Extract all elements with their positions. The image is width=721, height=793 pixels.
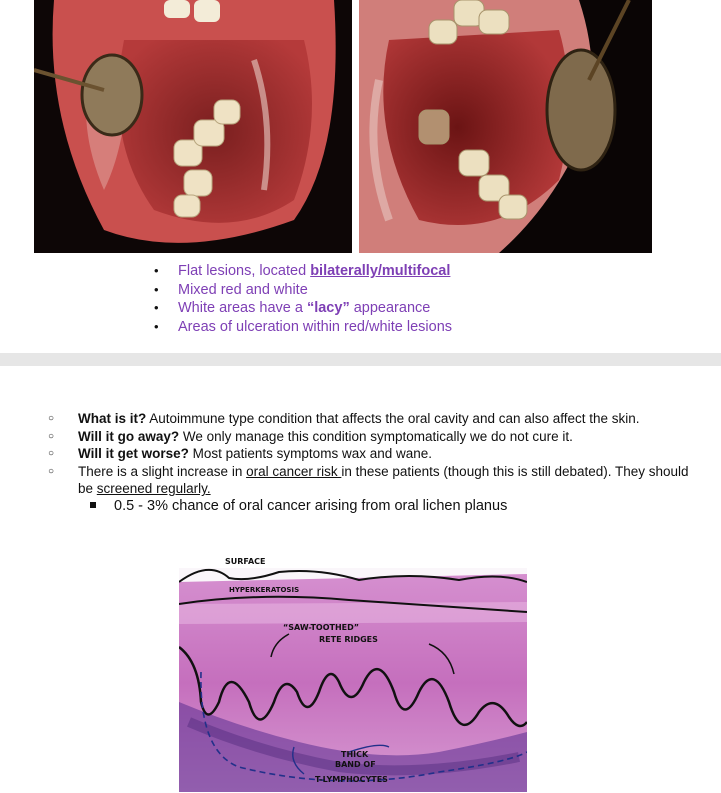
cancer-risk-sub-bullet: 0.5 - 3% chance of oral cancer arising from oral lichen planus (90, 497, 507, 515)
faq-item: ○ What is it? Autoimmune type condition that affects the oral cavity and can also affect the skin. (48, 410, 698, 428)
label-saw-toothed: “SAW-TOOTHED” (283, 623, 360, 632)
feature-item: • White areas have a “lacy” appearance (150, 299, 452, 318)
page-break (0, 353, 721, 366)
faq-list (48, 410, 698, 498)
label-hyperkeratosis: HYPERKERATOSIS (229, 586, 300, 594)
histology-diagram (179, 552, 527, 792)
square-bullet-icon (90, 502, 96, 508)
faq-item: ○ There is a slight increase in oral cancer risk in these patients (though this is still debated). They should be screened regularly. (48, 463, 698, 498)
feature-item: • Areas of ulceration within red/white lesions (150, 318, 452, 337)
clinical-photo-left (34, 0, 352, 253)
faq-item: ○ Will it get worse? Most patients symptoms wax and wane. (48, 445, 698, 463)
label-thick: THICK (341, 750, 369, 759)
clinical-photo-right (359, 0, 652, 253)
label-t-lymphocytes: T-LYMPHOCYTES (315, 775, 388, 784)
feature-item: • Flat lesions, located bilaterally/multifocal (150, 262, 452, 281)
label-band-of: BAND OF (335, 760, 376, 769)
label-rete-ridges: RETE RIDGES (319, 635, 378, 644)
label-surface: SURFACE (225, 557, 266, 566)
feature-item: • Mixed red and white (150, 281, 452, 300)
lesion-features-list (150, 262, 452, 337)
faq-item: ○ Will it go away? We only manage this condition symptomatically we do not cure it. (48, 428, 698, 446)
